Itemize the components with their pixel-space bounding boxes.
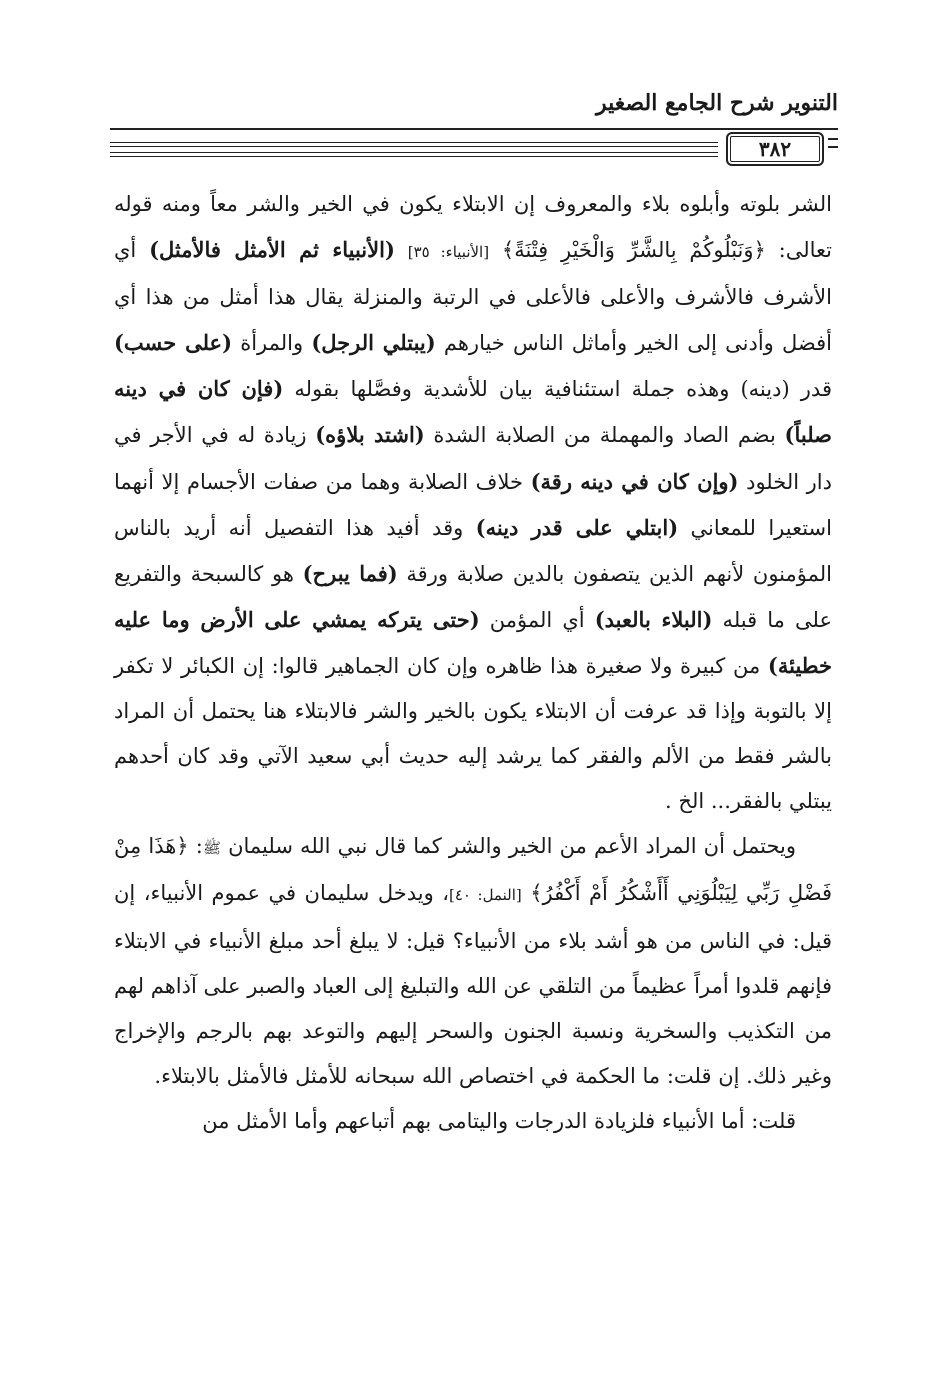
header-rule <box>110 128 838 130</box>
text-segment: هو كالسبحة والتفريع على ما قبله <box>114 561 832 632</box>
hadith-phrase: (ابتلي على قدر دينه) <box>475 514 679 540</box>
text-segment <box>522 881 530 905</box>
text-segment: الشر بلوته وأبلوه بلاء والمعروف إن الابتلاء يكون في الخير والشر معاً ومنه قوله تعالى: <box>114 192 832 263</box>
paragraph <box>114 182 832 824</box>
hadith-phrase: (فما يبرح) <box>302 560 398 586</box>
quran-verse: ﴿هَذَا مِنْ فَضْلِ رَبِّي لِيَبْلُوَنِي أَأَشْكُرُ أَمْ أَكْفُرُ﴾ <box>114 834 832 906</box>
text-segment: وقد أفيد هذا التفصيل أنه أريد بالناس المؤمنون لأنهم الذين يتصفون بالدين صلابة ورقة <box>114 515 832 586</box>
text-segment: ، ويدخل سليمان في عموم الأنبياء، إن قيل: في الناس من هو أشد بلاء من الأنبياء؟ قيل: لا يبلغ أحد مبلغ الأنبياء في الابتلاء فإنهم قلدوا أمراً عظيماً من التلقي عن الله والتبليغ إلى العباد والصبر على آذاهم لهم من التكذيب والسخرية ونسبة الجنون والسحر إليهم والتوعد بهم بالرجم والإخراج وغير ذلك. إن قلت: ما الحكمة في اختصاص الله سبحانه للأمثل فالأمثل بالابتلاء. <box>114 881 832 1088</box>
text-segment: من كبيرة ولا صغيرة هذا ظاهره وإن كان الجماهير قالوا: إن الكبائر لا تكفر إلا بالتوبة وإذا قد عرفت أن الابتلاء يكون بالخير والشر فالابتلاء هنا يحتمل أن المراد بالشر فقط من الألم والفقر كما يرشد إليه حديث أبي سعيد الآتي وقد كان أحدهم يبتلي بالفقر... الخ . <box>114 653 832 814</box>
text-segment: والمرأة <box>232 331 312 356</box>
hadith-phrase: (البلاء بالعبد) <box>594 606 713 632</box>
page-number: ٣٨٢ <box>726 132 824 166</box>
honorific: ﷺ <box>202 839 221 858</box>
hadith-phrase: (حتى يتركه يمشي على الأرض وما عليه خطيئة) <box>114 606 832 678</box>
text-segment: قلت: أما الأنبياء فلزيادة الدرجات واليتامى بهم أتباعهم وأما الأمثل من <box>202 1108 796 1133</box>
hadith-phrase: (فإن كان في دينه صلباً) <box>114 376 832 448</box>
verse-reference: [النمل: ٤٠] <box>448 886 522 905</box>
page-number-mark <box>828 138 838 158</box>
body-text <box>114 182 832 1144</box>
paragraph <box>114 1099 832 1144</box>
page-header <box>110 88 838 168</box>
text-segment: خلاف الصلابة وهما من صفات الأجسام إلا أنهما استعيرا للمعاني <box>114 469 832 540</box>
hadith-phrase: (اشتد بلاؤه) <box>315 422 425 448</box>
text-segment: ويحتمل أن المراد الأعم من الخير والشر كما قال نبي الله سليمان <box>220 834 796 859</box>
hadith-phrase: (الأنبياء ثم الأمثل فالأمثل) <box>149 237 395 263</box>
double-rule-upper <box>110 142 718 147</box>
hadith-phrase: (على حسب) <box>114 330 233 356</box>
book-title: التنوير شرح الجامع الصغير <box>596 90 838 116</box>
quran-verse: ﴿وَنَبْلُوكُمْ بِالشَّرِّ وَالْخَيْرِ فِتْنَةً﴾ <box>501 238 766 263</box>
text-segment <box>395 238 408 262</box>
hadith-phrase: (وإن كان في دينه رقة) <box>530 468 739 494</box>
text-segment <box>489 238 502 262</box>
text-segment: أي المؤمن <box>479 607 595 632</box>
double-rule-lower <box>110 152 718 157</box>
text-segment: زيادة له في الأجر في دار الخلود <box>114 423 832 494</box>
hadith-phrase: (يبتلي الرجل) <box>311 330 436 356</box>
text-segment: أي الأشرف فالأشرف والأعلى فالأعلى في الرتبة والمنزلة يقال هذا أمثل من هذا أي أفضل وأدنى إلى الخير وأماثل الناس خيارهم <box>114 238 832 356</box>
paragraph <box>114 824 832 1099</box>
text-segment: بضم الصاد والمهملة من الصلابة الشدة <box>424 423 785 448</box>
text-segment: : <box>188 834 203 859</box>
verse-reference: [الأنبياء: ٣٥] <box>407 243 490 262</box>
text-segment: قدر (دينه) وهذه جملة استئنافية بيان للأشدية وفصَّلها بقوله <box>283 377 832 402</box>
page-number-row <box>110 132 838 168</box>
